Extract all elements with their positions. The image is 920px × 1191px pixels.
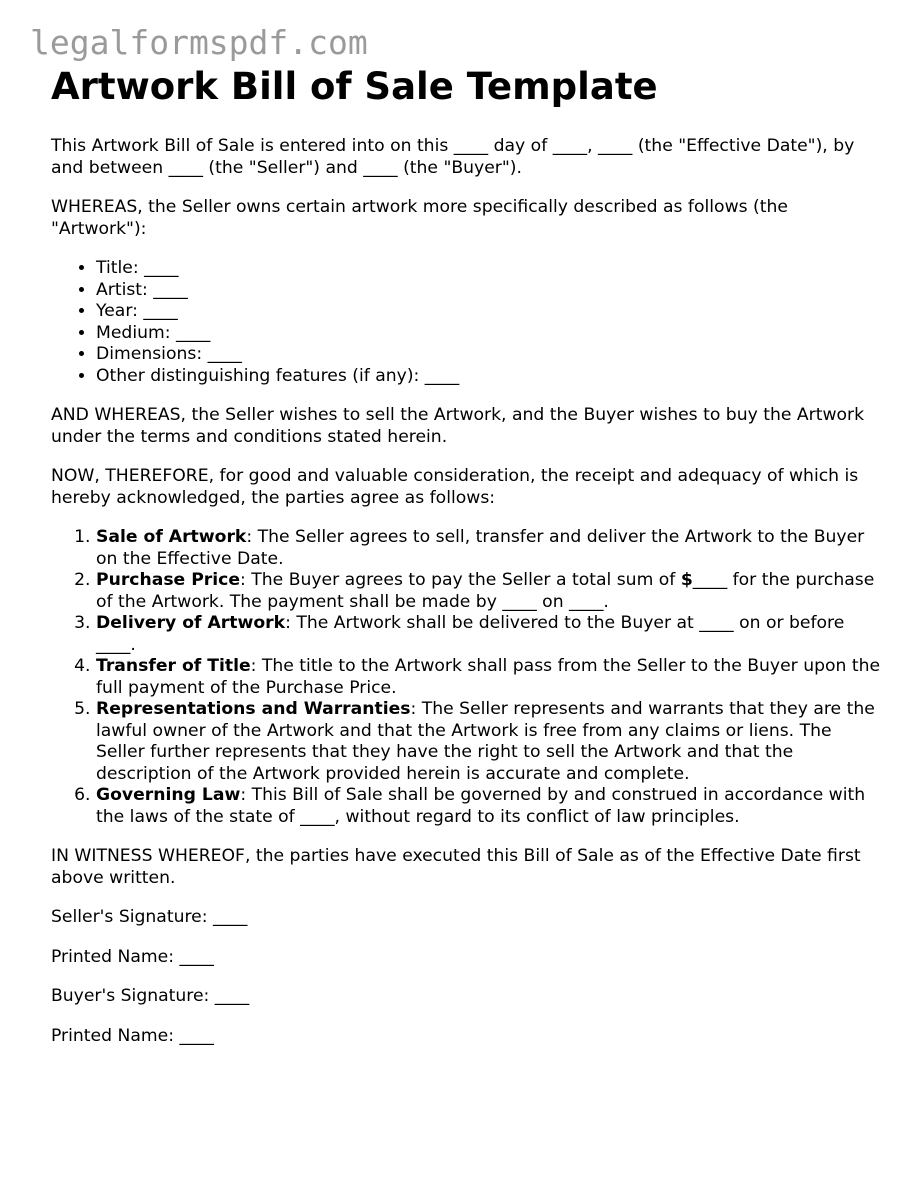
term-text: : The Seller agrees to sell, transfer and deliver the Artwork to the Buyer on the Effective Date. bbox=[96, 527, 865, 569]
terms-list bbox=[51, 527, 881, 828]
now-therefore-paragraph: NOW, THEREFORE, for good and valuable consideration, the receipt and adequacy of which is hereby acknowledged, the parties agree as follows: bbox=[51, 466, 859, 508]
whereas-paragraph: WHEREAS, the Seller owns certain artwork more specifically described as follows (the "Artwork"): bbox=[51, 197, 788, 239]
list-item: • Other distinguishing features (if any): ____ bbox=[96, 366, 881, 388]
list-item: • Artist: ____ bbox=[96, 280, 881, 302]
seller-printed-name-line: Printed Name: ____ bbox=[51, 946, 214, 967]
term-sale-of-artwork bbox=[96, 527, 881, 570]
term-heading: Transfer of Title bbox=[96, 656, 251, 676]
list-item: • Title: ____ bbox=[96, 258, 881, 280]
list-item: • Dimensions: ____ bbox=[96, 344, 881, 366]
term-text: : The title to the Artwork shall pass from the Seller to the Buyer upon the full payment of the Purchase Price. bbox=[96, 656, 881, 698]
list-item: • Medium: ____ bbox=[96, 323, 881, 345]
term-transfer-of-title bbox=[96, 656, 881, 699]
watermark: legalformspdf.com bbox=[30, 23, 368, 62]
term-heading: Sale of Artwork bbox=[96, 527, 247, 547]
term-heading: Purchase Price bbox=[96, 570, 241, 590]
term-text: : The Artwork shall be delivered to the Buyer at ____ on or before ____. bbox=[96, 613, 845, 655]
term-text: ____ for the purchase of the Artwork. The payment shall be made by ____ on ____. bbox=[96, 570, 875, 612]
artwork-details-list bbox=[51, 258, 881, 387]
seller-signature-line: Seller's Signature: ____ bbox=[51, 907, 248, 927]
term-text: : The Seller represents and warrants that they are the lawful owner of the Artwork and that the Artwork is free from any claims or liens. The Seller further represents that they have the right to sell the Artwork and that the description of the Artwork provided herein is accurate and complete. bbox=[96, 699, 875, 784]
currency-symbol: $ bbox=[680, 570, 693, 590]
term-heading: Governing Law bbox=[96, 785, 241, 805]
term-delivery-of-artwork bbox=[96, 613, 881, 656]
buyer-signature-line: Buyer's Signature: ____ bbox=[51, 986, 250, 1006]
term-heading: Delivery of Artwork bbox=[96, 613, 286, 633]
document bbox=[51, 66, 881, 1065]
term-text: : The Buyer agrees to pay the Seller a total sum of bbox=[240, 570, 681, 590]
and-whereas-paragraph: AND WHEREAS, the Seller wishes to sell the Artwork, and the Buyer wishes to buy the Artwork under the terms and conditions stated herein. bbox=[51, 405, 865, 447]
list-item: • Year: ____ bbox=[96, 301, 881, 323]
page-title: Artwork Bill of Sale Template bbox=[51, 65, 658, 108]
intro-paragraph: This Artwork Bill of Sale is entered into on this ____ day of ____, ____ (the "Effective Date"), by and between ____ (the "Seller") and ____ (the "Buyer"). bbox=[51, 136, 855, 178]
term-governing-law bbox=[96, 785, 881, 828]
term-representations-warranties bbox=[96, 699, 881, 785]
witness-paragraph: IN WITNESS WHEREOF, the parties have executed this Bill of Sale as of the Effective Date first above written. bbox=[51, 846, 861, 888]
term-purchase-price bbox=[96, 570, 881, 613]
term-text: : This Bill of Sale shall be governed by and construed in accordance with the laws of the state of ____, without regard to its conflict of law principles. bbox=[96, 785, 866, 827]
buyer-printed-name-line: Printed Name: ____ bbox=[51, 1025, 214, 1046]
term-heading: Representations and Warranties bbox=[96, 699, 411, 719]
